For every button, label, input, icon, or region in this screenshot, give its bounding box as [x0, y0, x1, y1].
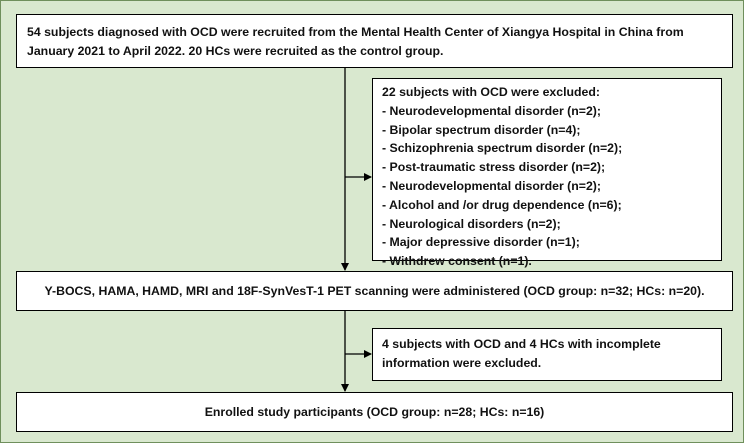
exclusion-box-1: [372, 78, 722, 269]
enrolled-box: [16, 392, 733, 432]
exclusion-item: - Alcohol and /or drug dependence (n=6);: [382, 197, 622, 212]
enrolled-text: Enrolled study participants (OCD group: n=28; HCs: n=16): [204, 405, 545, 419]
exclusion-item: - Schizophrenia spectrum disorder (n=2);: [382, 141, 623, 156]
recruitment-line-1: 54 subjects diagnosed with OCD were recruited from the Mental Health Center of Xiangya Hospital in China from: [27, 25, 684, 39]
exclusion-box-2: [372, 328, 722, 381]
recruitment-line-2: January 2021 to April 2022. 20 HCs were recruited as the control group.: [27, 44, 444, 58]
exclusion-item: - Neurodevelopmental disorder (n=2);: [382, 178, 601, 193]
exclusion-item: - Major depressive disorder (n=1);: [382, 235, 580, 250]
exclusion-item: - Withdrew consent (n=1).: [382, 254, 532, 269]
exclusion-2-line-1: 4 subjects with OCD and 4 HCs with incomplete: [382, 337, 661, 351]
recruitment-box: [16, 14, 733, 68]
exclusion-1-title: 22 subjects with OCD were excluded:: [382, 85, 600, 99]
exclusion-2-line-2: information were excluded.: [382, 356, 542, 370]
exclusion-item: - Post-traumatic stress disorder (n=2);: [382, 160, 606, 175]
exclusion-item: - Bipolar spectrum disorder (n=4);: [382, 122, 581, 137]
exclusion-item: - Neurodevelopmental disorder (n=2);: [382, 103, 601, 118]
assessment-text: Y-BOCS, HAMA, HAMD, MRI and 18F-SynVesT-1 PET scanning were administered (OCD group: n=32; HCs: n=20).: [44, 284, 705, 298]
exclusion-item: - Neurological disorders (n=2);: [382, 216, 561, 231]
assessment-box: [16, 271, 733, 311]
